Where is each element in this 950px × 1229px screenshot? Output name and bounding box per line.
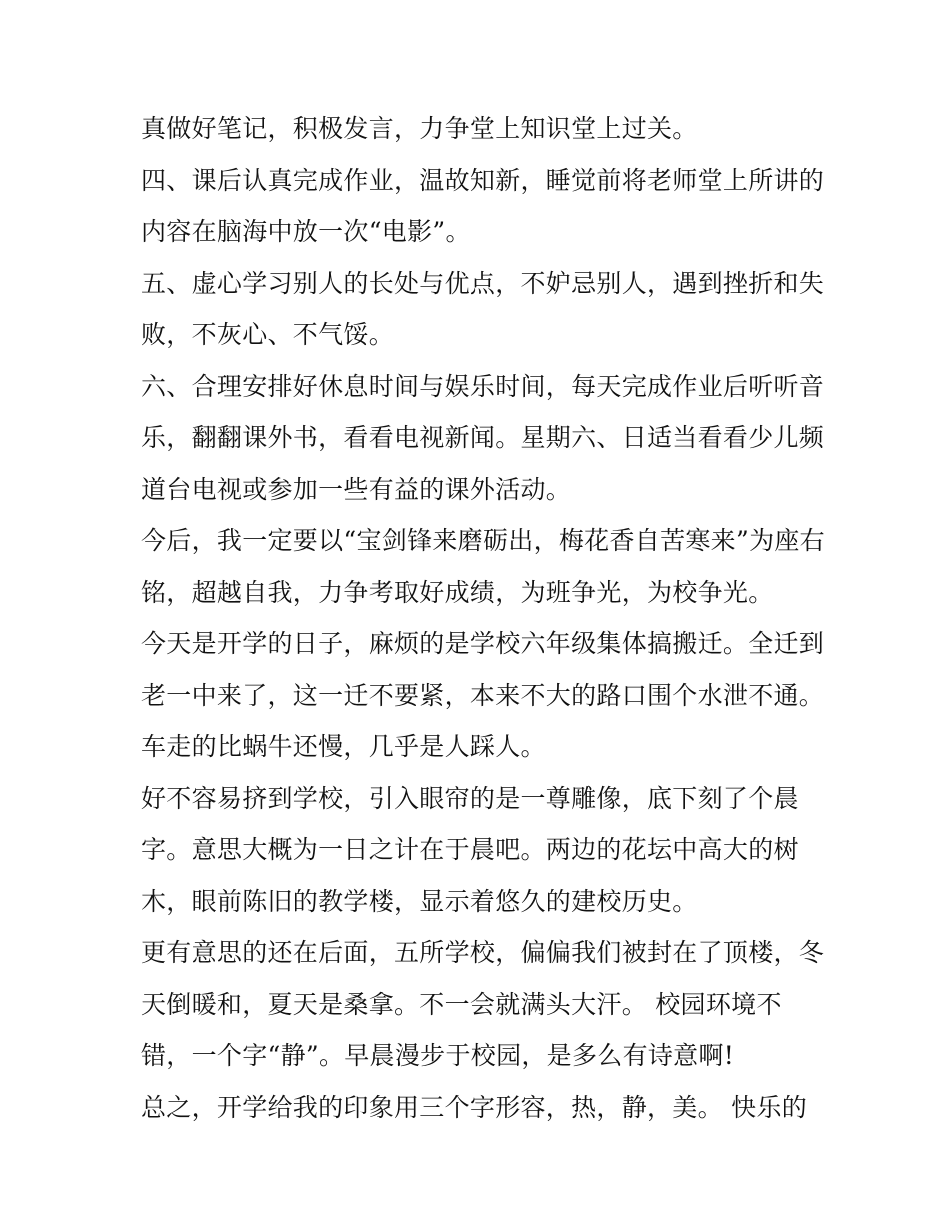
text-line: 总之，开学给我的印象用三个字形容，热，静，美。 快乐的	[141, 1092, 808, 1122]
text-line: 木，眼前陈旧的教学楼，显示着悠久的建校历史。	[141, 886, 698, 916]
text-line: 今天是开学的日子，麻烦的是学校六年级集体搞搬迁。全迁到	[141, 629, 825, 658]
document-body	[141, 107, 831, 1137]
text-line: 错，一个字“静”。早晨漫步于校园，是多么有诗意啊!	[141, 1041, 735, 1070]
text-line: 字。意思大概为一日之计在于晨吧。两边的花坛中高大的树	[141, 835, 799, 864]
text-line: 好不容易挤到学校，引入眼帘的是一尊雕像，底下刻了个晨	[141, 783, 799, 813]
text-line: 六、合理安排好休息时间与娱乐时间，每天完成作业后听听音	[141, 371, 825, 401]
text-line: 内容在脑海中放一次“电影”。	[141, 217, 471, 246]
text-line: 真做好笔记，积极发言，力争堂上知识堂上过关。	[141, 114, 698, 143]
text-line: 五、虚心学习别人的长处与优点，不妒忌别人，遇到挫折和失	[141, 268, 825, 298]
text-line: 老一中来了，这一迁不要紧，本来不大的路口围个水泄不通。	[141, 680, 825, 710]
text-line: 乐，翻翻课外书，看看电视新闻。星期六、日适当看看少儿频	[141, 423, 825, 452]
text-line: 天倒暖和，夏天是桑拿。不一会就满头大汗。 校园环境不	[141, 989, 782, 1019]
text-line: 四、课后认真完成作业，温故知新，睡觉前将老师堂上所讲的	[141, 165, 825, 195]
text-line: 车走的比蜗牛还慢，几乎是人踩人。	[141, 732, 546, 761]
text-line: 败，不灰心、不气馁。	[141, 320, 395, 349]
text-line: 道台电视或参加一些有益的课外活动。	[141, 474, 572, 504]
text-line: 更有意思的还在后面，五所学校，偏偏我们被封在了顶楼，冬	[141, 938, 825, 967]
text-line: 今后，我一定要以“宝剑锋来磨砺出，梅花香自苦寒来”为座右	[141, 526, 825, 555]
text-line: 铭，超越自我，力争考取好成绩，为班争光，为校争光。	[141, 577, 774, 607]
